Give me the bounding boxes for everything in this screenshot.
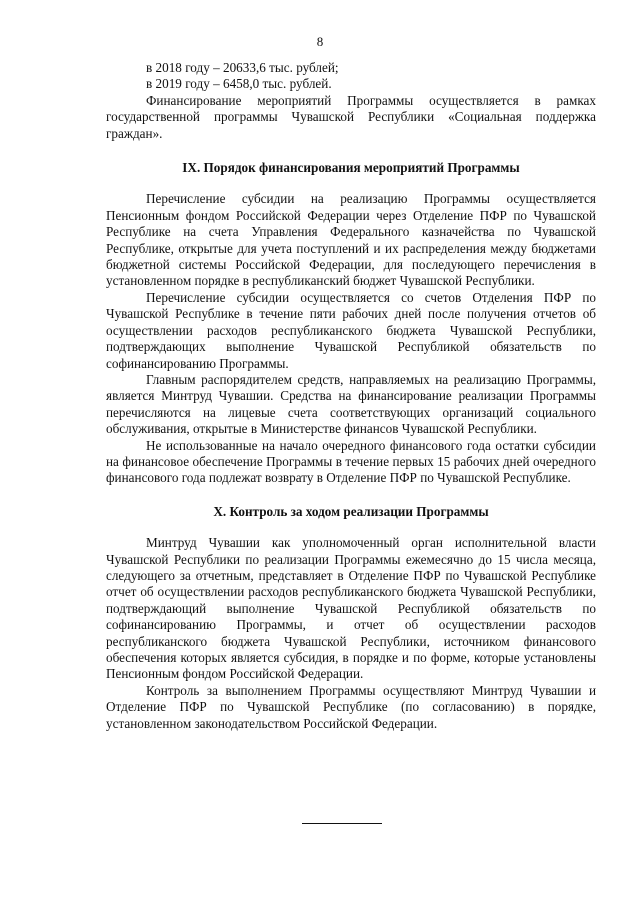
funding-line-2019: в 2019 году – 6458,0 тыс. рублей. xyxy=(146,76,332,92)
section-x-heading: X. Контроль за ходом реализации Программы xyxy=(213,503,489,519)
section-x-paragraph: Минтруд Чувашии как уполномоченный орган исполнительной власти Чувашской Республики по реализации Программы ежемесячно до 15 числа месяца, следующего за отчетным, представляет в Отделение ПФР по Чувашской Республике отчет об осуществлении расходов республиканского бюджета Чувашской Республики, подтверждающий выполнение Чувашской Республикой обязательств по софинансированию Программы, и отчет об осуществлении расходов республиканского бюджета Чувашской Республики, источником финансового обеспечения которых является субсидия, в порядке и по форме, которые установлены Пенсионным фондом Российской Федерации. xyxy=(106,535,596,682)
section-ix-paragraph: Не использованные на начало очередного финансового года остатки субсидии на финансовое обеспечение Программы в течение первых 15 рабочих дней очередного финансового года подлежат возврату в Отделение ПФР по Чувашской Республике. xyxy=(106,437,596,486)
end-of-document-rule xyxy=(302,823,382,824)
page-number: 8 xyxy=(316,34,324,49)
funding-line-2018: в 2018 году – 20633,6 тыс. рублей; xyxy=(146,60,339,75)
section-ix-paragraph: Перечисление субсидии на реализацию Программы осуществляется Пенсионным фондом Российской Федерации через Отделение ПФР по Чувашской Республике на счета Управления Федерального казначейства по Чувашской Республике, открытые для учета поступлений и их распределения между бюджетами бюджетной системы Российской Федерации, для последующего перечисления в установленном порядке в республиканский бюджет Чувашской Республики. xyxy=(106,191,596,289)
financing-paragraph: Финансирование мероприятий Программы осуществляется в рамках государственной программы Чувашской Республики «Социальная поддержка граждан». xyxy=(106,92,596,141)
section-ix-heading: IX. Порядок финансирования мероприятий Программы xyxy=(182,160,520,176)
section-ix-paragraph: Перечисление субсидии осуществляется со счетов Отделения ПФР по Чувашской Республике в течение пяти рабочих дней после получения отчетов об осуществлении расходов республиканского бюджета Чувашской Республики, подтверждающих выполнение Чувашской Республикой обязательств по софинансированию Программы. xyxy=(106,289,596,371)
section-ix-paragraph: Главным распорядителем средств, направляемых на реализацию Программы, является Минтруд Чувашии. Средства на финансирование реализации Программы перечисляются на лицевые счета соответствующих организаций социального обслуживания, открытые в Министерстве финансов Чувашской Республики. xyxy=(106,371,596,437)
document-body xyxy=(106,60,596,732)
section-x-paragraph: Контроль за выполнением Программы осуществляют Минтруд Чувашии и Отделение ПФР по Чувашской Республике (по согласованию) в порядке, установленном законодательством Российской Федерации. xyxy=(106,682,596,731)
